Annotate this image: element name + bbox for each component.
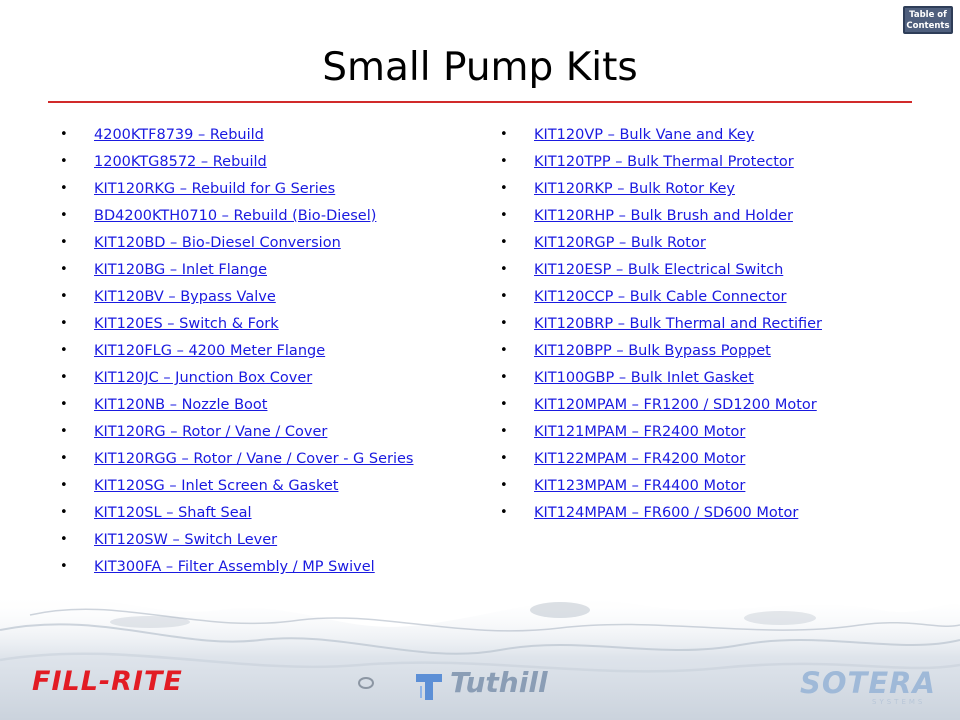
bullet-icon: • [60, 262, 68, 277]
toc-label-line2: Contents [906, 21, 950, 31]
kit-link[interactable]: KIT120NB – Nozzle Boot [94, 397, 268, 413]
kit-link[interactable]: KIT120RHP – Bulk Brush and Holder [534, 208, 793, 224]
list-item [60, 177, 470, 204]
kit-link[interactable]: KIT120RKP – Bulk Rotor Key [534, 181, 735, 197]
list-item [60, 366, 470, 393]
bullet-icon: • [60, 343, 68, 358]
kit-link[interactable]: KIT120SW – Switch Lever [94, 532, 278, 548]
sotera-logo: SOTERA [800, 666, 936, 700]
bullet-icon: • [500, 316, 508, 331]
list-item [500, 231, 930, 258]
bullet-icon: • [60, 559, 68, 574]
list-item [60, 393, 470, 420]
bullet-icon: • [500, 505, 508, 520]
kit-link[interactable]: KIT123MPAM – FR4400 Motor [534, 478, 746, 494]
kit-link[interactable]: KIT120SL – Shaft Seal [94, 505, 252, 521]
page-title: Small Pump Kits [322, 45, 638, 90]
bullet-icon: • [500, 208, 508, 223]
list-item [60, 339, 470, 366]
tuthill-logo-icon [412, 670, 446, 704]
kit-link[interactable]: KIT120TPP – Bulk Thermal Protector [534, 154, 794, 170]
bullet-icon: • [500, 181, 508, 196]
bullet-icon: • [60, 397, 68, 412]
sotera-subtitle: SYSTEMS [872, 698, 926, 706]
bullet-icon: • [60, 478, 68, 493]
kit-link[interactable]: KIT120JC – Junction Box Cover [94, 370, 313, 386]
list-item [500, 447, 930, 474]
bullet-icon: • [500, 397, 508, 412]
list-item [60, 123, 470, 150]
kit-link[interactable]: KIT120ES – Switch & Fork [94, 316, 279, 332]
title-divider [48, 101, 912, 103]
bullet-icon: • [60, 424, 68, 439]
bullet-icon: • [500, 451, 508, 466]
kit-link[interactable]: KIT120RGP – Bulk Rotor [534, 235, 706, 251]
bullet-icon: • [500, 262, 508, 277]
list-item [500, 366, 930, 393]
list-item [60, 150, 470, 177]
list-item [60, 312, 470, 339]
list-item [500, 150, 930, 177]
bullet-icon: • [60, 451, 68, 466]
kit-link[interactable]: KIT121MPAM – FR2400 Motor [534, 424, 746, 440]
list-item [60, 501, 470, 528]
kit-link[interactable]: KIT120BV – Bypass Valve [94, 289, 276, 305]
bullet-icon: • [60, 370, 68, 385]
list-item [500, 339, 930, 366]
kit-link[interactable]: KIT120BRP – Bulk Thermal and Rectifier [534, 316, 822, 332]
list-item [60, 528, 470, 555]
toc-label-line1: Table of [909, 10, 947, 20]
kit-link[interactable]: KIT120BG – Inlet Flange [94, 262, 267, 278]
kit-link[interactable]: KIT120BD – Bio-Diesel Conversion [94, 235, 341, 251]
bullet-icon: • [500, 154, 508, 169]
list-item [60, 447, 470, 474]
kit-link[interactable]: KIT120RGG – Rotor / Vane / Cover - G Series [94, 451, 414, 467]
bullet-icon: • [60, 316, 68, 331]
bullet-icon: • [500, 370, 508, 385]
list-item [500, 501, 930, 528]
kit-link[interactable]: KIT124MPAM – FR600 / SD600 Motor [534, 505, 799, 521]
list-item [500, 177, 930, 204]
bullet-icon: • [500, 343, 508, 358]
list-item [500, 123, 930, 150]
list-item [60, 204, 470, 231]
bullet-icon: • [500, 289, 508, 304]
bullet-icon: • [60, 208, 68, 223]
list-item [500, 393, 930, 420]
kit-link[interactable]: KIT120VP – Bulk Vane and Key [534, 127, 755, 143]
list-item [60, 555, 470, 582]
kit-link[interactable]: KIT100GBP – Bulk Inlet Gasket [534, 370, 754, 386]
bullet-icon: • [60, 235, 68, 250]
kit-link[interactable]: KIT120CCP – Bulk Cable Connector [534, 289, 787, 305]
kit-link[interactable]: BD4200KTH0710 – Rebuild (Bio-Diesel) [94, 208, 377, 224]
bullet-icon: • [60, 532, 68, 547]
bullet-icon: • [60, 127, 68, 142]
bullet-icon: • [500, 424, 508, 439]
bullet-icon: • [500, 478, 508, 493]
kit-link[interactable]: 4200KTF8739 – Rebuild [94, 127, 264, 143]
list-item [500, 285, 930, 312]
list-item [500, 420, 930, 447]
kit-link[interactable]: KIT120MPAM – FR1200 / SD1200 Motor [534, 397, 817, 413]
tuthill-logo: Tuthill [450, 666, 548, 699]
list-item [60, 231, 470, 258]
table-of-contents-button[interactable] [903, 6, 953, 34]
swirl-mark-icon [357, 676, 375, 690]
bullet-icon: • [60, 505, 68, 520]
fill-rite-logo: FILL-RITE [32, 666, 183, 697]
kit-link[interactable]: KIT122MPAM – FR4200 Motor [534, 451, 746, 467]
bullet-icon: • [500, 235, 508, 250]
list-item [500, 312, 930, 339]
bullet-icon: • [500, 127, 508, 142]
left-kit-list [60, 123, 470, 582]
list-item [60, 420, 470, 447]
kit-link[interactable]: KIT120ESP – Bulk Electrical Switch [534, 262, 784, 278]
kit-link[interactable]: KIT120RKG – Rebuild for G Series [94, 181, 336, 197]
kit-link[interactable]: KIT120FLG – 4200 Meter Flange [94, 343, 326, 359]
list-item [60, 474, 470, 501]
kit-link[interactable]: KIT300FA – Filter Assembly / MP Swivel [94, 559, 375, 575]
bullet-icon: • [60, 181, 68, 196]
list-item [500, 474, 930, 501]
list-item [60, 258, 470, 285]
bullet-icon: • [60, 289, 68, 304]
kit-link[interactable]: KIT120SG – Inlet Screen & Gasket [94, 478, 339, 494]
list-item [500, 204, 930, 231]
kit-link[interactable]: KIT120BPP – Bulk Bypass Poppet [534, 343, 771, 359]
list-item [500, 258, 930, 285]
list-item [60, 285, 470, 312]
kit-link[interactable]: KIT120RG – Rotor / Vane / Cover [94, 424, 328, 440]
kit-link[interactable]: 1200KTG8572 – Rebuild [94, 154, 267, 170]
right-kit-list [500, 123, 930, 528]
bullet-icon: • [60, 154, 68, 169]
